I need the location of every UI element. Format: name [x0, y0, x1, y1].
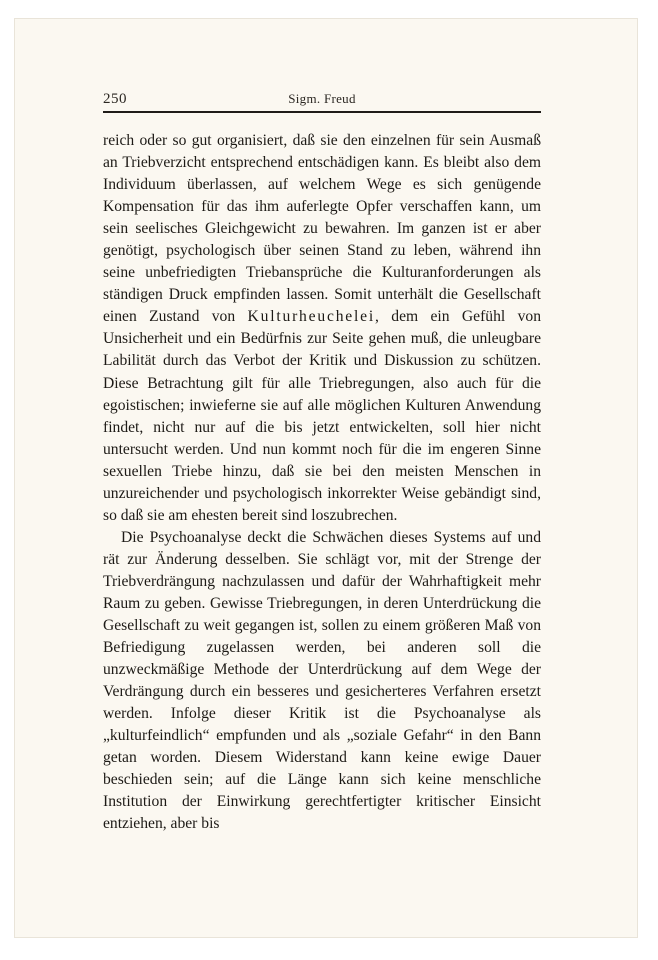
paragraph-1-text-end: , dem ein Gefühl von Unsicherheit und ein Bedürfnis zur Seite gehen muß, die unleugbare Labilität durch das Verbot der Kritik und Diskussion zu schützen. Diese Betrachtung gilt für alle Triebregungen, also auch für die egoistischen; inwieferne sie auf alle möglichen Kulturen Anwendung findet, nicht nur auf die bis jetzt entwickelten, soll hier nicht untersucht werden. Und nun kommt noch für die im engeren Sinne sexuellen Triebe hinzu, daß sie bei den meisten Menschen in unzureichender und psychologisch inkorrekter Weise gebändigt sind, so daß sie am ehesten bereit sind loszubrechen. [103, 308, 541, 524]
paragraph-1 [103, 130, 541, 527]
running-title: Sigm. Freud [288, 91, 356, 106]
running-head [103, 88, 541, 116]
paragraph-2: Die Psychoanalyse deckt die Schwächen dieses Systems auf und rät zur Änderung desselben. Sie schlägt vor, mit der Strenge der Triebverdrängung nachzulassen und dafür der Wahrhaftigkeit mehr Raum zu geben. Gewisse Triebregungen, in deren Unterdrückung die Gesellschaft zu weit gegangen ist, sollen zu einem größeren Maß von Befriedigung zugelassen werden, bei anderen soll die unzweckmäßige Methode der Unterdrückung auf dem Wege der Verdrängung durch ein besseres und gesicherteres Verfahren ersetzt werden. Infolge dieser Kritik ist die Psychoanalyse als „kulturfeindlich“ empfunden und als „soziale Gefahr“ in den Bann getan worden. Diesem Widerstand kann keine ewige Dauer beschieden sein; auf die Länge kann sich keine menschliche Institution der Einwirkung gerechtfertigter kritischer Einsicht entziehen, aber bis [103, 528, 541, 833]
spaced-emphasis-kulturheuchelei: Kulturheuchelei [247, 308, 375, 326]
header-rule [103, 111, 541, 113]
page-number: 250 [103, 91, 127, 107]
paragraph-1-text-start: reich oder so gut organisiert, daß sie den einzelnen für sein Ausmaß an Triebverzicht entsprechend entschädigen kann. Es bleibt also dem Individuum überlassen, auf welchem Wege es sich genügende Kompensation für das ihm auferlegte Opfer verschaffen kann, um sein seelisches Gleichgewicht zu bewahren. Im ganzen ist er aber genötigt, psychologisch über seinen Stand zu leben, während ihn seine unbefriedigten Triebansprüche die Kulturanforderungen als ständigen Druck empfinden lassen. Somit unterhält die Gesellschaft einen Zustand von [103, 132, 541, 326]
body-text [103, 130, 541, 836]
